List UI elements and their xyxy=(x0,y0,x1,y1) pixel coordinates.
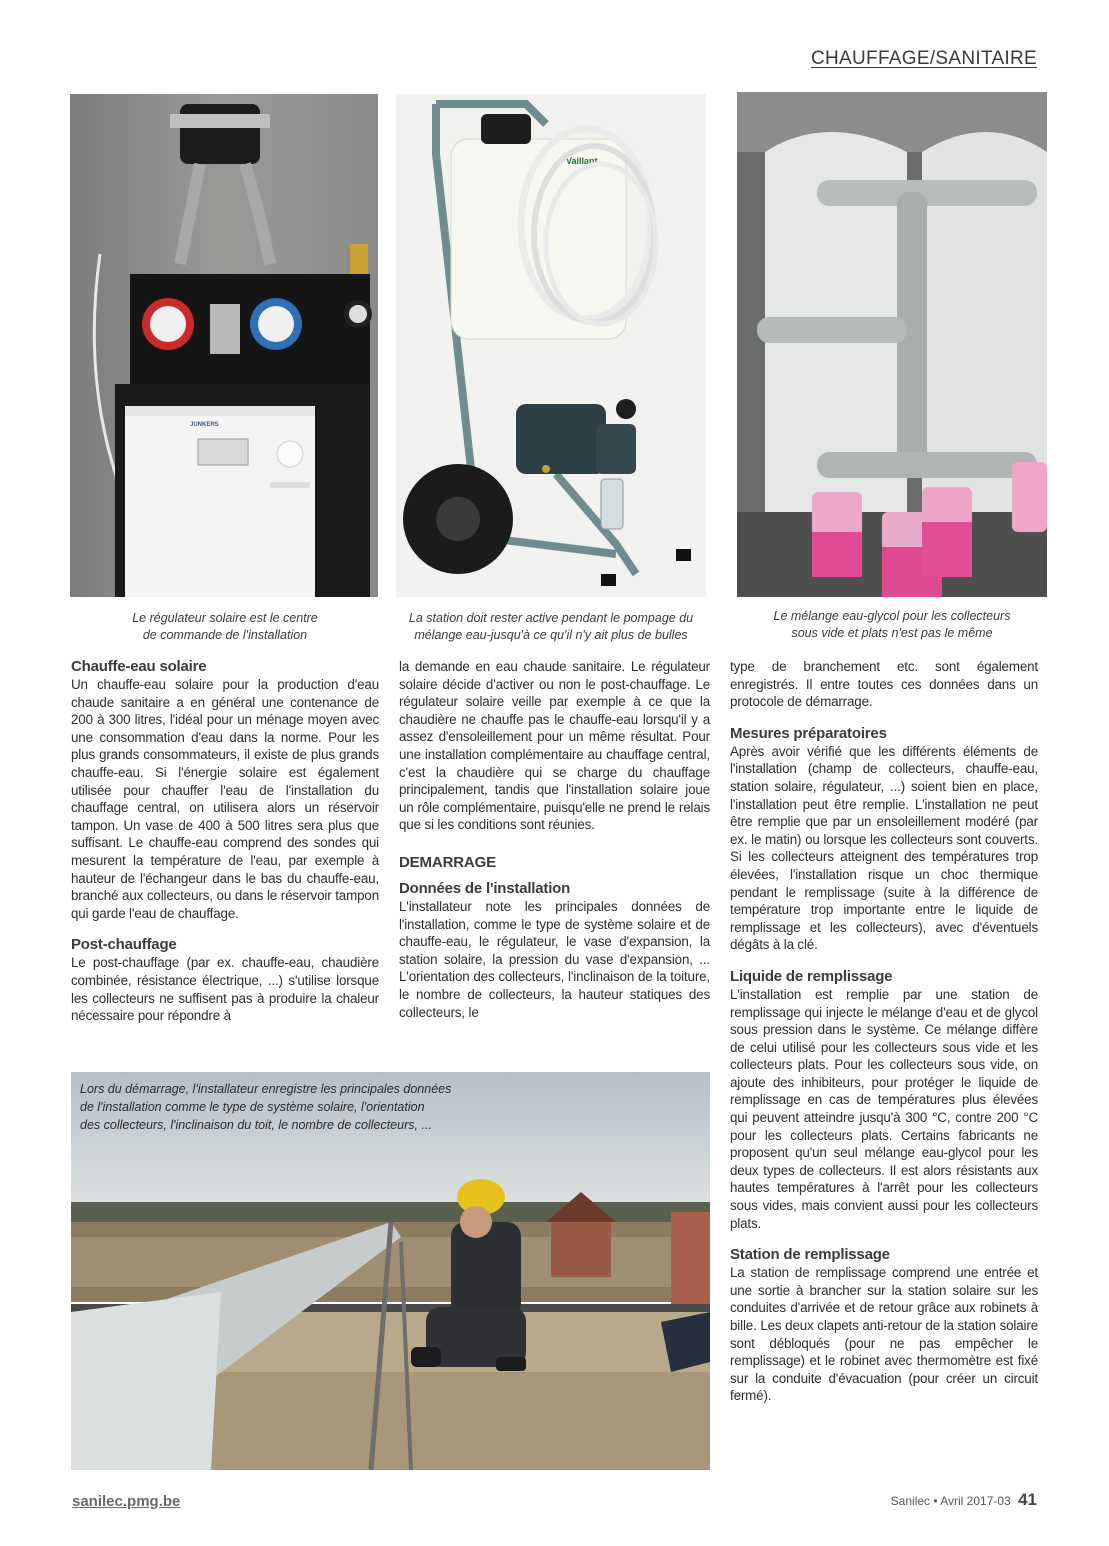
caption-roof: Lors du démarrage, l'installateur enregistre les principales données de l'installation comme le type de système solaire, l'orientation des collecteurs, l'inclinaison du toit, le nombre de collecteurs, ... xyxy=(80,1082,452,1132)
photo-filling-station xyxy=(396,94,706,597)
paragraph-post-chauffage: Le post-chauffage (par ex. chauffe-eau, chaudière combinée, résistance électrique, ...) s'utilise lorsque les collecteurs ne suffisent pas à produire la chaleur nécessaire pour répondre à xyxy=(71,955,379,1024)
photo-glycol-tanks xyxy=(737,92,1047,597)
paragraph-liquide-remplissage: L'installation est remplie par une station de remplissage qui injecte le mélange d'eau et de glycol sous pression dans le système. Ce mélange diffère de celui utilisé pour les collecteurs sous vide et les collecteurs plats. Pour les collecteurs sous vide, on ajoute des inhibiteurs, pour protéger le liquide de remplissage en cas de températures plus élevées qui peuvent atteindre jusqu'à 300 °C, contre 200 °C pour les collecteurs plats. Certains fabricants ne proposent qu'un seul mélange eau-glycol pour les deux types de collecteurs. Il est alors résistants aux hautes températures à l'arrêt pour les collecteurs sous vides, mais convient aussi pour les collecteurs plats. xyxy=(730,986,1038,1231)
paragraph-chauffe-eau-solaire: Un chauffe-eau solaire pour la production d'eau chaude sanitaire a en général une contenance de 200 à 300 litres, l'idéal pour un ménage moyen avec une consommation d'eau dans la norme. Pour les plus grands consommateurs, il existe de plus grands chauffe-eau. Si l'énergie solaire est également utilisée pour chauffer l'eau de l'installation du chauffage central, on utilisera alors un réservoir tampon. Un vase de 400 à 500 litres sera plus que suffisant. Le chauffe-eau comprend des sondes qui mesurent la température de l'eau, par exemple à hauteur de l'échangeur dans le bas du chauffe-eau, branché aux collecteurs, ou dans le réservoir tampon qui garde l'eau de chauffage. xyxy=(71,677,379,921)
heading-post-chauffage: Post-chauffage xyxy=(71,936,177,954)
column-2 xyxy=(399,658,710,1021)
heading-station-remplissage: Station de remplissage xyxy=(730,1246,890,1264)
section-header: CHAUFFAGE/SANITAIRE xyxy=(811,48,1037,69)
column-1 xyxy=(71,658,379,1025)
caption-station: La station doit rester active pendant le pompage du mélange eau-jusqu'à ce qu'il n'y ait plus de bulles xyxy=(408,611,694,642)
junkers-logo: JUNKERS xyxy=(190,422,219,428)
caption-regulator: Le régulateur solaire est le centre de commande de l'installation xyxy=(132,611,318,642)
footer-page-info xyxy=(891,1490,1037,1510)
heading-donnees-installation: Données de l'installation xyxy=(399,879,571,897)
heading-mesures-preparatoires: Mesures préparatoires xyxy=(730,724,887,742)
page-number: 41 xyxy=(1018,1490,1037,1509)
vaillant-logo: Vaillant xyxy=(566,156,598,166)
footer-site-link[interactable]: sanilec.pmg.be xyxy=(72,1493,181,1510)
heading-chauffe-eau-solaire: Chauffe-eau solaire xyxy=(71,658,207,675)
paragraph-station-remplissage: La station de remplissage comprend une entrée et une sortie à brancher sur la station solaire sur les conduites d'arrivée et de retour grâce aux robinets à bille. Les deux clapets anti-retour de la station solaire sont débloqués (pour ne pas empêcher le remplissage) et le robinet avec thermomètre est fixé sur la conduite d'évacuation (pour créer un circuit fermé). xyxy=(730,1265,1038,1404)
caption-glycol: Le mélange eau-glycol pour les collecteurs sous vide et plats n'est pas le même xyxy=(773,609,1011,640)
heading-demarrage: DEMARRAGE xyxy=(399,853,496,871)
paragraph-donnees-installation: L'installateur note les principales données de l'installation, comme le type de système solaire et de chauffe-eau, le régulateur, le vase d'expansion, la station solaire, la pression du vase d'expansion, ... L'orientation des collecteurs, l'inclinaison de la toiture, le nombre de collecteurs, la hauteur statiques des collecteurs, le xyxy=(399,898,710,1020)
heading-liquide-remplissage: Liquide de remplissage xyxy=(730,967,893,985)
footer-magazine: Sanilec • Avril 2017-03 xyxy=(890,1494,1011,1508)
paragraph-mesures-preparatoires: Après avoir vérifié que les différents éléments de l'installation (champ de collecteurs, chauffe-eau, station solaire, régulateur, ...) soient bien en place, l'installation peut être remplie. L'installation ne peut être remplie que par un ensoleillement modéré (par ex. le matin) ou lorsque les collecteurs sont couverts. Si les collecteurs atteignent des températures trop élevées, l'installation risque un choc thermique pendant le remplissage (suite à la différence de température trop importante entre le liquide de remplissage et les collecteurs), avec d'éventuels dégâts à la clé. xyxy=(730,743,1038,953)
column-3 xyxy=(730,658,1038,1405)
paragraph-donnees-cont: type de branchement etc. sont également enregistrés. Il entre toutes ces données dans un protocole de démarrage. xyxy=(730,659,1038,710)
photo-solar-regulator xyxy=(70,94,378,597)
paragraph-post-chauffage-cont: la demande en eau chaude sanitaire. Le régulateur solaire décide d'activer ou non le post-chauffage. Le régulateur solaire veille par exemple à ce que la chaudière ne chauffe pas le chauffe-eau lorsqu'il y a assez d'ensoleillement pour un même résultat. Pour une installation complémentaire au chauffage central, c'est la chaudière qui se charge du chauffage principalement, tandis que l'installation solaire joue un rôle complémentaire, puisqu'elle ne prend le relais que si les conditions sont réunies. xyxy=(399,659,710,833)
